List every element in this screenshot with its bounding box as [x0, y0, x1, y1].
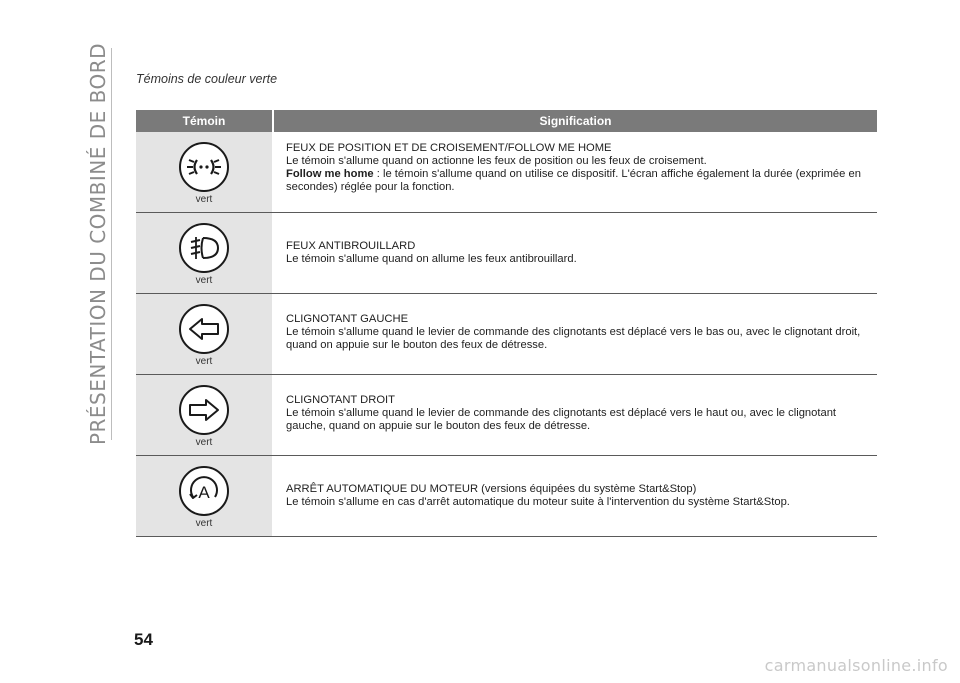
row-title: FEUX ANTIBROUILLARD — [286, 240, 416, 252]
row-title: CLIGNOTANT DROIT — [286, 394, 395, 406]
start-stop-letter: A — [198, 482, 210, 502]
row-title: CLIGNOTANT GAUCHE — [286, 313, 409, 325]
header-temoin: Témoin — [136, 110, 272, 132]
row-description: Le témoin s'allume quand le levier de commande des clignotants est déplacé vers le haut ou, avec le clignotant gauche, quand on appuie sur le bouton des feux de détresse. — [286, 407, 837, 432]
row-title: ARRÊT AUTOMATIQUE DU MOTEUR (versions équipées du système Start&Stop) — [286, 483, 697, 495]
section-title: Témoins de couleur verte — [136, 72, 278, 86]
icon-cell — [136, 213, 272, 293]
description-cell — [272, 213, 877, 293]
row-description-continued: : le témoin s'allume quand on utilise ce dispositif. L'écran affiche également la durée (exprimée en secondes) réglée pour la fonction. — [286, 168, 861, 193]
description-cell — [272, 375, 877, 455]
row-description: Le témoin s'allume quand le levier de commande des clignotants est déplacé vers le bas ou, avec le clignotant droit, quand on appuie sur le bouton des feux de détresse. — [286, 326, 861, 351]
description-cell — [272, 294, 877, 374]
header-signification: Signification — [274, 110, 877, 132]
row-description-extra — [286, 168, 877, 194]
fog-lights-icon — [179, 223, 229, 273]
icon-cell — [136, 456, 272, 536]
row-description: Le témoin s'allume quand on actionne les feux de position ou les feux de croisement. — [286, 155, 707, 167]
table-row — [136, 132, 877, 213]
right-turn-signal-icon — [179, 385, 229, 435]
color-label: vert — [195, 355, 213, 367]
row-description: Le témoin s'allume en cas d'arrêt automatique du moteur suite à l'intervention du système Start&Stop. — [286, 496, 790, 508]
bold-lead: Follow me home — [286, 168, 374, 180]
table-row — [136, 294, 877, 375]
icon-cell — [136, 132, 272, 212]
position-lights-icon — [179, 142, 229, 192]
table-row — [136, 375, 877, 456]
icon-cell — [136, 375, 272, 455]
chapter-title-text: PRÉSENTATION DU COMBINÉ DE BORD — [86, 42, 110, 446]
chapter-side-title — [86, 42, 110, 446]
left-turn-signal-icon — [179, 304, 229, 354]
color-label: vert — [195, 436, 213, 448]
page-number: 54 — [134, 630, 153, 649]
color-label: vert — [195, 193, 213, 205]
indicator-table — [136, 110, 877, 537]
row-title: FEUX DE POSITION ET DE CROISEMENT/FOLLOW ME HOME — [286, 142, 612, 154]
watermark: carmanualsonline.info — [764, 656, 948, 675]
color-label: vert — [195, 274, 213, 286]
table-header — [136, 110, 877, 132]
table-row — [136, 213, 877, 294]
chapter-divider — [111, 48, 112, 440]
table-row — [136, 456, 877, 537]
color-label: vert — [195, 517, 213, 529]
row-description: Le témoin s'allume quand on allume les feux antibrouillard. — [286, 253, 577, 265]
start-stop-icon — [179, 466, 229, 516]
description-cell — [272, 132, 877, 212]
icon-cell — [136, 294, 272, 374]
description-cell — [272, 456, 877, 536]
